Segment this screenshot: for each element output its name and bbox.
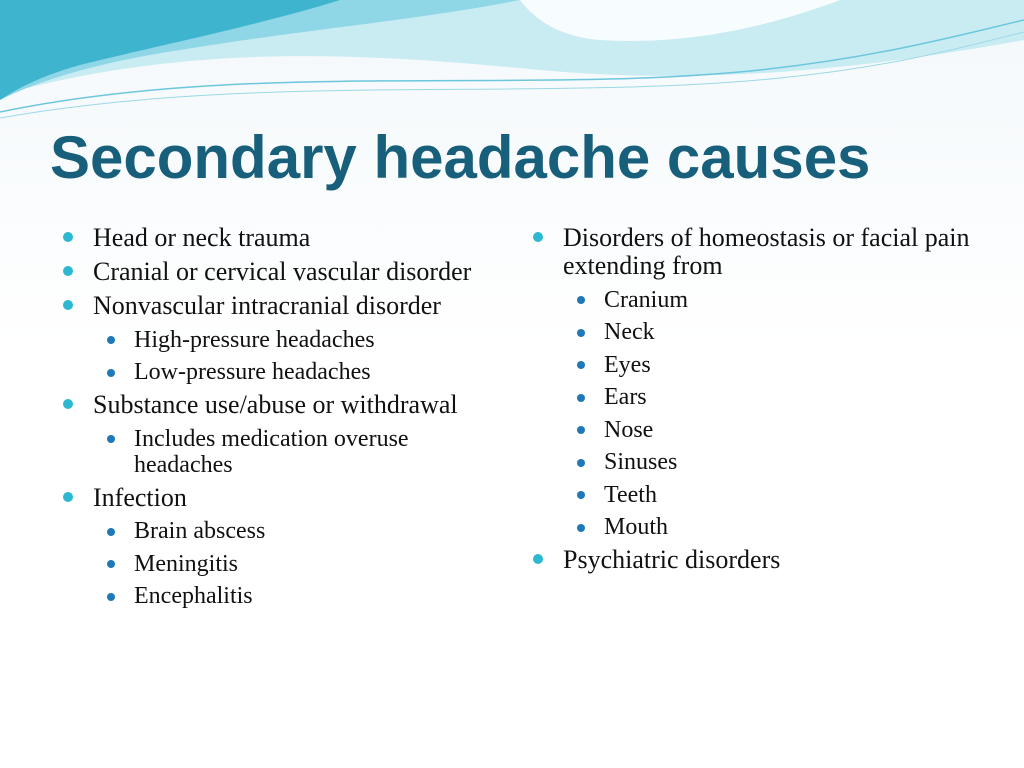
bullet-text: Substance use/abuse or withdrawal [93, 390, 458, 419]
sub-bullet-item [530, 378, 970, 411]
bullet-text: Sinuses [604, 449, 678, 475]
sub-bullet-dot-icon [107, 336, 115, 344]
bullet-dot-icon [63, 300, 73, 310]
sub-bullet-item [530, 345, 970, 378]
slide-title: Secondary headache causes [50, 124, 871, 191]
sub-bullet-dot-icon [577, 329, 585, 337]
sub-bullet-dot-icon [107, 593, 115, 601]
bullet-text: Infection [93, 482, 187, 512]
bullet-item [60, 252, 480, 286]
left-column [60, 218, 480, 609]
sub-bullet-item [60, 419, 480, 478]
left-bullet-list [60, 218, 480, 609]
sub-bullet-item [530, 410, 970, 443]
bullet-text: Disorders of homeostasis or facial pain extending from [563, 223, 970, 280]
bullet-text: Nonvascular intracranial disorder [93, 291, 441, 320]
bullet-text: Brain abscess [134, 518, 266, 544]
sub-bullet-item [60, 577, 480, 610]
sub-bullet-dot-icon [577, 426, 585, 434]
bullet-dot-icon [63, 266, 73, 276]
right-bullet-list [530, 218, 970, 574]
bullet-text: Nose [604, 416, 654, 443]
bullet-dot-icon [63, 232, 73, 242]
sub-bullet-dot-icon [577, 296, 585, 304]
sub-bullet-item [530, 475, 970, 508]
bullet-item [60, 478, 480, 512]
bullet-item [60, 286, 480, 320]
sub-bullet-dot-icon [107, 560, 115, 568]
bullet-text: Neck [604, 319, 655, 345]
bullet-text: Psychiatric disorders [563, 545, 781, 574]
bullet-text: Low-pressure headaches [134, 359, 371, 385]
bullet-text: Ears [604, 384, 647, 410]
sub-bullet-item [530, 508, 970, 541]
sub-bullet-dot-icon [107, 435, 115, 443]
bullet-dot-icon [63, 399, 73, 409]
sub-bullet-dot-icon [577, 361, 585, 369]
right-column [530, 218, 970, 574]
bullet-text: Cranium [604, 286, 688, 313]
bullet-text: Mouth [604, 514, 669, 540]
bullet-dot-icon [63, 492, 73, 502]
sub-bullet-dot-icon [577, 524, 585, 532]
bullet-item [530, 540, 970, 574]
sub-bullet-item [530, 443, 970, 476]
bullet-text: Meningitis [134, 550, 239, 577]
bullet-text: Eyes [604, 351, 651, 378]
sub-bullet-dot-icon [577, 491, 585, 499]
sub-bullet-item [60, 512, 480, 545]
sub-bullet-dot-icon [107, 369, 115, 377]
sub-bullet-dot-icon [577, 394, 585, 402]
bullet-item [60, 385, 480, 419]
bullet-text: Includes medication overuse headaches [134, 425, 409, 478]
sub-bullet-dot-icon [577, 459, 585, 467]
bullet-item [60, 218, 480, 252]
bullet-text: High-pressure headaches [134, 326, 375, 353]
bullet-text: Teeth [604, 481, 657, 508]
sub-bullet-item [60, 544, 480, 577]
bullet-text: Cranial or cervical vascular disorder [93, 257, 472, 286]
bullet-dot-icon [533, 232, 543, 242]
sub-bullet-item [530, 313, 970, 346]
bullet-text: Encephalitis [134, 583, 253, 609]
sub-bullet-dot-icon [107, 528, 115, 536]
bullet-text: Head or neck trauma [93, 223, 311, 252]
sub-bullet-item [530, 280, 970, 313]
sub-bullet-item [60, 320, 480, 353]
bullet-dot-icon [533, 554, 543, 564]
decorative-wave-header [0, 0, 1024, 130]
sub-bullet-item [60, 353, 480, 386]
bullet-item [530, 218, 970, 280]
